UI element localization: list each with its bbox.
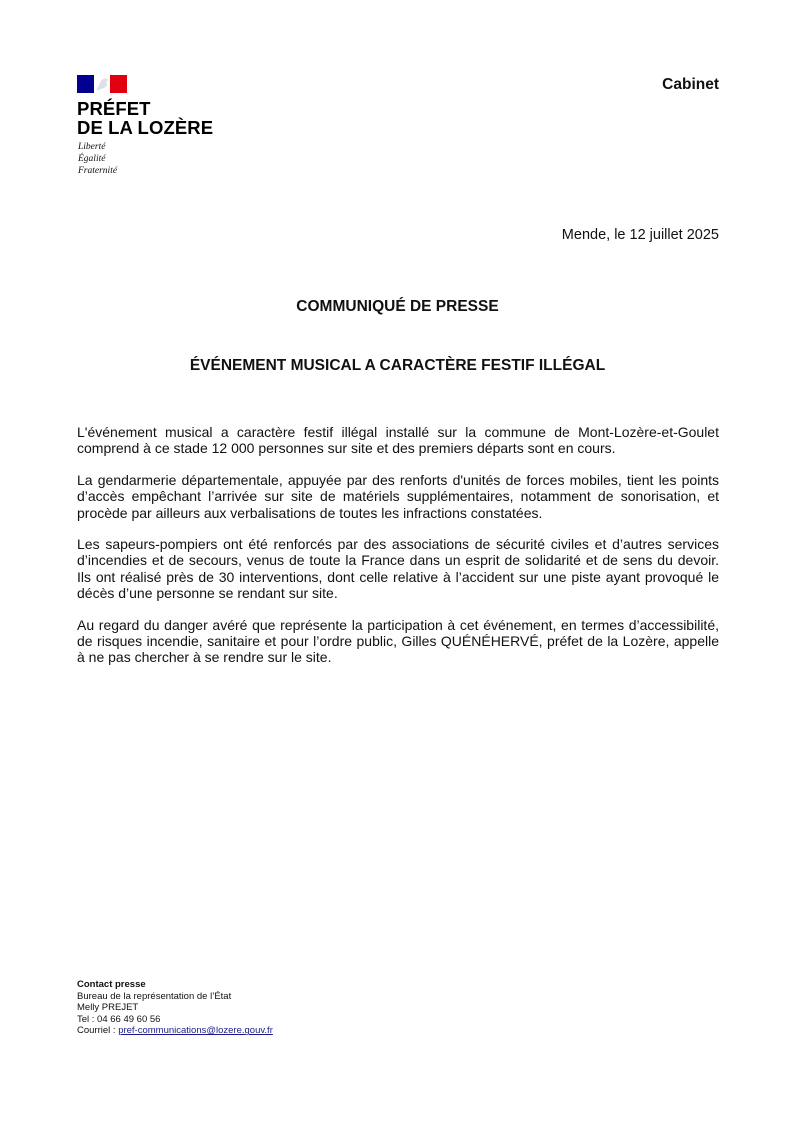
contact-email-label: Courriel : [77,1025,119,1037]
paragraph-2: La gendarmerie départementale, appuyée par des renforts d'unités de forces mobiles, tient les points d’accès empêchant l’arrivée sur site de matériels supplémentaires, notamment de sonorisation, et procède par ailleurs aux verbalisations de toutes les infractions constatées. [77,471,719,521]
press-contact [77,979,273,1037]
contact-email-line [77,1025,273,1037]
document-subtitle: ÉVÉNEMENT MUSICAL A CARACTÈRE FESTIF ILLÉGAL [189,357,606,374]
contact-office: Bureau de la représentation de l’État [77,990,232,1002]
logo-line-prefet: PRÉFET [77,98,151,119]
document-title: COMMUNIQUÉ DE PRESSE [296,298,499,315]
paragraph-4: Au regard du danger avéré que représente la participation à cet événement, en termes d’accessibilité, de risques incendie, sanitaire et pour l’ordre public, Gilles QUÉNÉHERVÉ, préfet de la Lozère, appelle à ne pas chercher à se rendre sur le site. [77,616,719,666]
motto-liberte: Liberté [78,142,106,152]
press-release-body [77,424,719,681]
date-line: Mende, le 12 juillet 2025 [561,227,719,243]
paragraph-1: L'événement musical a caractère festif illégal installé sur la commune de Mont-Lozère-et-Goulet comprend à ce stade 12 000 personnes sur site et des premiers départs sont en cours. [77,424,719,457]
service-name: Cabinet [662,76,719,93]
motto-fraternite: Fraternité [78,166,118,176]
contact-title: Contact presse [77,979,146,990]
motto-egalite: Égalité [78,154,106,164]
contact-name: Melly PREJET [77,1002,139,1014]
logo-line-lozere: DE LA LOZÈRE [77,117,214,138]
paragraph-3: Les sapeurs-pompiers ont été renforcés par des associations de sécurité civiles et d’autres services d’incendies et de secours, venus de toute la France dans un esprit de solidarité et de sens du devoir. Ils ont réalisé près de 30 interventions, dont celle relative à l’accident sur une piste ayant provoqué le décès d’une personne se rendant sur site. [77,536,719,602]
marianne-flag-icon [77,75,127,93]
republic-motto [78,141,117,177]
contact-email-link[interactable]: pref-communications@lozere.gouv.fr [118,1025,273,1037]
logo-title [77,99,213,137]
contact-phone: Tel : 04 66 49 60 56 [77,1013,161,1025]
